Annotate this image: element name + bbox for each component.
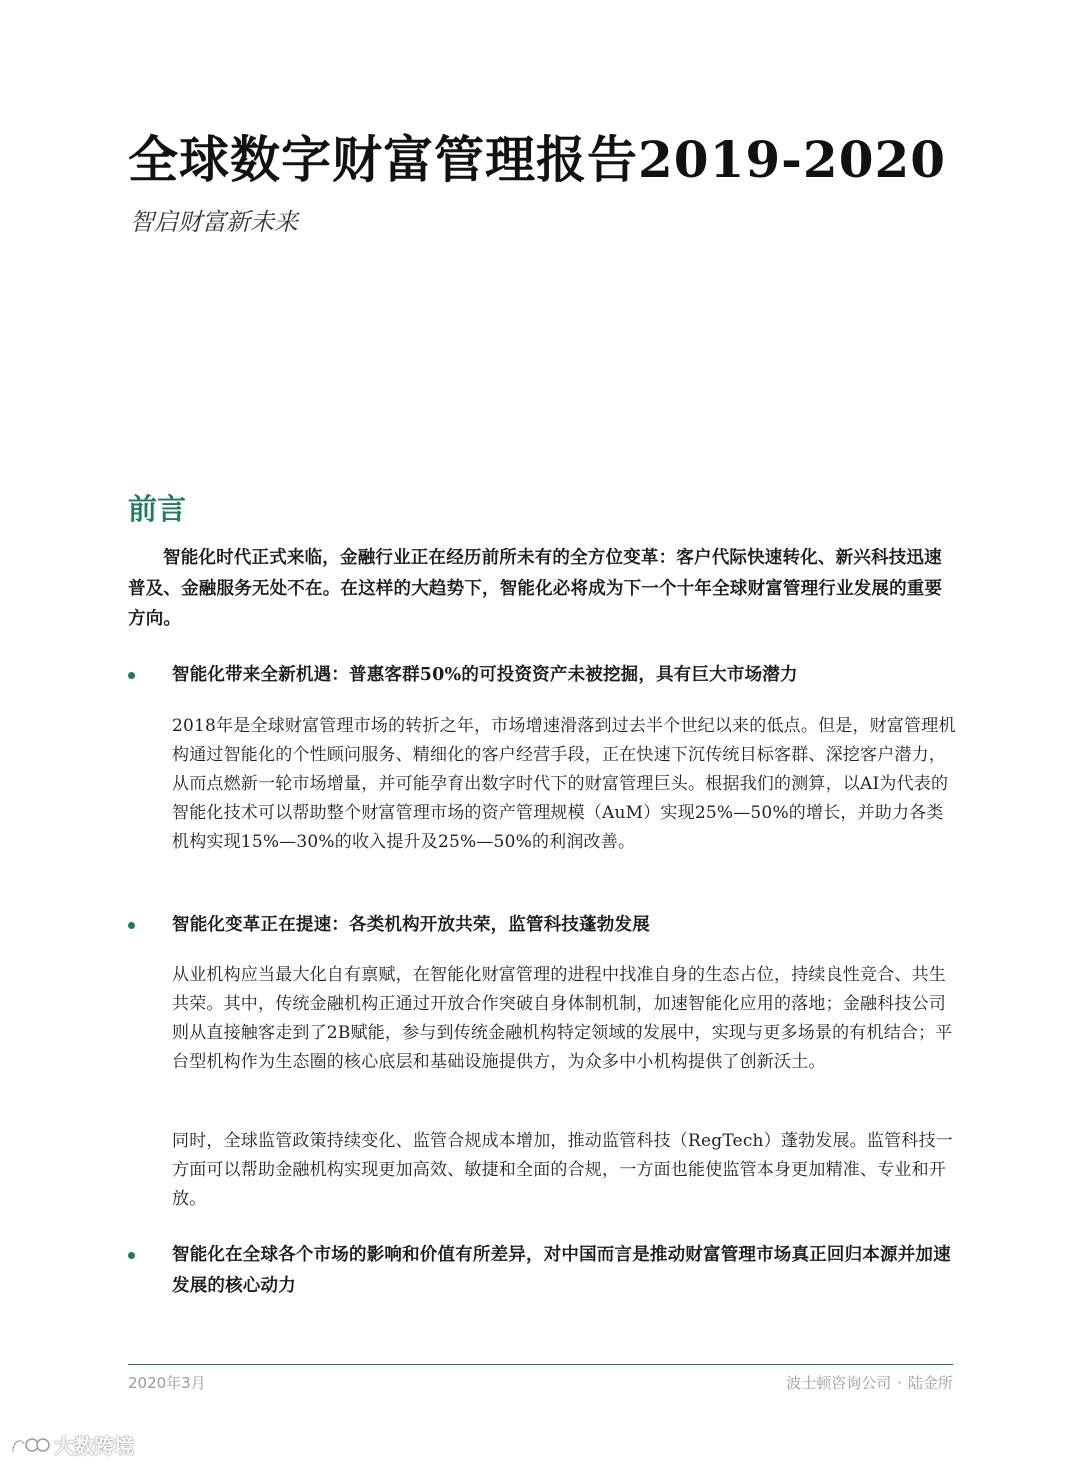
bullet-heading: 智能化变革正在提速：各类机构开放共荣，监管科技蓬勃发展	[172, 915, 650, 935]
footer-divider	[128, 1364, 953, 1365]
bullet-item	[128, 1240, 953, 1301]
footer-org-lufax: 陆金所	[907, 1374, 953, 1392]
bullet-heading: 智能化带来全新机遇：普惠客群50%的可投资资产未被挖掘，具有巨大市场潜力	[172, 665, 798, 685]
footer-date: 2020年3月	[128, 1374, 206, 1392]
watermark-logo-icon	[10, 1434, 50, 1456]
body-paragraph: 同时，全球监管政策持续变化、监管合规成本增加，推动监管科技（RegTech）蓬勃发展。监管科技一方面可以帮助金融机构实现更加高效、敏捷和全面的合规，一方面也能使监管本身更加精准、专业和开放。	[172, 1131, 953, 1209]
body-paragraph: 从业机构应当最大化自有禀赋，在智能化财富管理的进程中找准自身的生态占位，持续良性竞合、共生共荣。其中，传统金融机构正通过开放合作突破自身体制机制，加速智能化应用的落地；金融科技公司则从直接触客走到了2B赋能，参与到传统金融机构特定领域的发展中，实现与更多场景的有机结合；平台型机构作为生态圈的核心底层和基础设施提供方，为众多中小机构提供了创新沃土。	[172, 965, 953, 1072]
body-paragraph: 2018年是全球财富管理市场的转折之年，市场增速滑落到过去半个世纪以来的低点。但是，财富管理机构通过智能化的个性顾问服务、精细化的客户经营手段，正在快速下沉传统目标客群、深挖客户潜力，从而点燃新一轮市场增量，并可能孕育出数字时代下的财富管理巨头。根据我们的测算，以AI为代表的智能化技术可以帮助整个财富管理市场的资产管理规模（AuM）实现25%—50%的增长，并助力各类机构实现15%—30%的收入提升及25%—50%的利润改善。	[172, 716, 956, 852]
section-title-preface: 前言	[128, 492, 187, 526]
bullet-dot-icon	[128, 672, 135, 679]
bullet-dot-icon	[128, 1252, 135, 1259]
bullet-heading: 智能化在全球各个市场的影响和价值有所差异，对中国而言是推动财富管理市场真正回归本源并加速发展的核心动力	[172, 1245, 951, 1296]
footer-separator: ·	[897, 1374, 902, 1392]
footer-organizations	[786, 1372, 953, 1393]
bullet-dot-icon	[128, 922, 135, 929]
footer-org-bcg: 波士顿咨询公司	[786, 1374, 892, 1392]
watermark	[10, 1430, 134, 1459]
watermark-text: 大数跨境	[54, 1434, 134, 1458]
intro-paragraph: 智能化时代正式来临，金融行业正在经历前所未有的全方位变革：客户代际快速转化、新兴科技迅速普及、金融服务无处不在。在这样的大趋势下，智能化必将成为下一个十年全球财富管理行业发展的重要方向。	[128, 548, 943, 629]
report-subtitle: 智启财富新未来	[130, 208, 298, 236]
bullet-item	[128, 660, 953, 691]
bullet-item	[128, 910, 953, 941]
report-title: 全球数字财富管理报告2019-2020	[128, 130, 947, 189]
